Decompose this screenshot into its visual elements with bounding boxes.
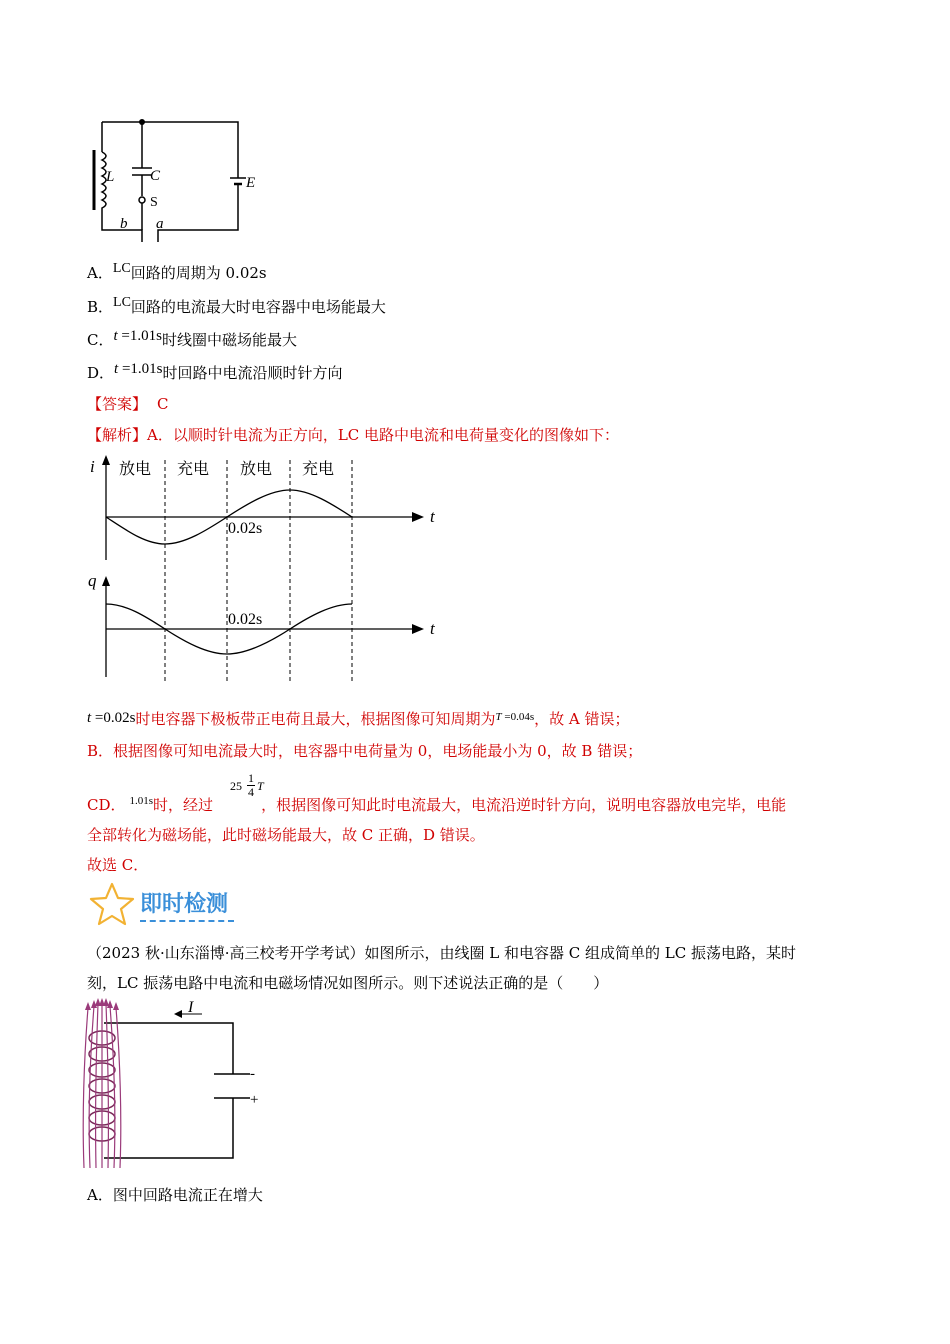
i-t-label: t — [430, 507, 435, 526]
label-a: a — [156, 216, 164, 232]
analysis-intro: 【解析】A．以顺时针电流为正方向，LC 电路中电流和电荷量变化的图像如下： — [87, 426, 620, 444]
q-time-arrow — [412, 624, 424, 634]
i-axis-label: i — [90, 457, 95, 476]
option-d[interactable]: D．t =1.01s时回路中电流沿顺时针方向 — [87, 361, 343, 382]
label-E: E — [246, 175, 256, 191]
question-option-a[interactable]: A．图中回路电流正在增大 — [87, 1186, 263, 1204]
label-S: S — [150, 195, 158, 210]
q-tick-label: 0.02s — [228, 611, 263, 628]
option-a[interactable]: A．LC回路的周期为 0.02s — [87, 261, 267, 282]
analysis-conclusion: 故选 C． — [87, 856, 149, 874]
analysis-line-1: t =0.02s时电容器下极板带正电荷且最大，根据图像可知周期为$^{T =0.04s}$，故 A 错误； — [87, 710, 630, 728]
current-label-I: I — [188, 999, 194, 1016]
capacitor-minus: - — [250, 1066, 255, 1082]
q-t-label: t — [430, 619, 435, 638]
i-time-arrow — [412, 512, 424, 522]
label-b: b — [120, 216, 128, 232]
question-line-2: 刻，LC 振荡电路中电流和电磁场情况如图所示。则下述说法正确的是（ ） — [87, 974, 609, 992]
current-charge-waveform — [80, 452, 460, 688]
label-L: L — [106, 169, 115, 185]
section-title-underline — [140, 920, 234, 922]
label-C: C — [150, 168, 161, 184]
q-axis-label: q — [88, 571, 97, 590]
option-b[interactable]: B．LC回路的电流最大时电容器中电场能最大 — [87, 295, 386, 316]
q-axis-arrow — [102, 576, 110, 586]
fraction-expression: 25 $\frac{1}{4}$ T — [230, 771, 264, 799]
option-c[interactable]: C．t =1.01s时线圈中磁场能最大 — [87, 328, 297, 349]
capacitor-plus: + — [250, 1092, 259, 1108]
analysis-line-2: B．根据图像可知电流最大时，电容器中电荷量为 0，电场能最小为 0，故 B 错误； — [87, 742, 643, 760]
analysis-line-4: 全部转化为磁场能，此时磁场能最大，故 C 正确，D 错误。 — [87, 826, 485, 844]
phase-label-3: 放电 — [240, 459, 273, 478]
analysis-line-3: CD． $^{1.01s}$时，经过 ，根据图像可知此时电流最大，电流沿逆时针方向，说明电容器放电完毕，电能 — [87, 795, 787, 814]
question-line-1: （2023 秋·山东淄博·高三校考开学考试）如图所示，由线圈 L 和电容器 C 组成简单的 LC 振荡电路，某时 — [87, 944, 796, 962]
lc-circuit-diagram — [80, 110, 280, 250]
answer-line: 【答案】 C — [87, 395, 169, 413]
star-icon — [88, 881, 136, 927]
phase-label-1: 放电 — [119, 459, 152, 478]
i-axis-arrow — [102, 455, 110, 465]
i-tick-label: 0.02s — [228, 520, 263, 537]
phase-label-2: 充电 — [177, 459, 210, 478]
lc-oscillation-diagram — [80, 998, 280, 1173]
phase-label-4: 充电 — [302, 459, 335, 478]
section-title: 即时检测 — [140, 892, 229, 917]
